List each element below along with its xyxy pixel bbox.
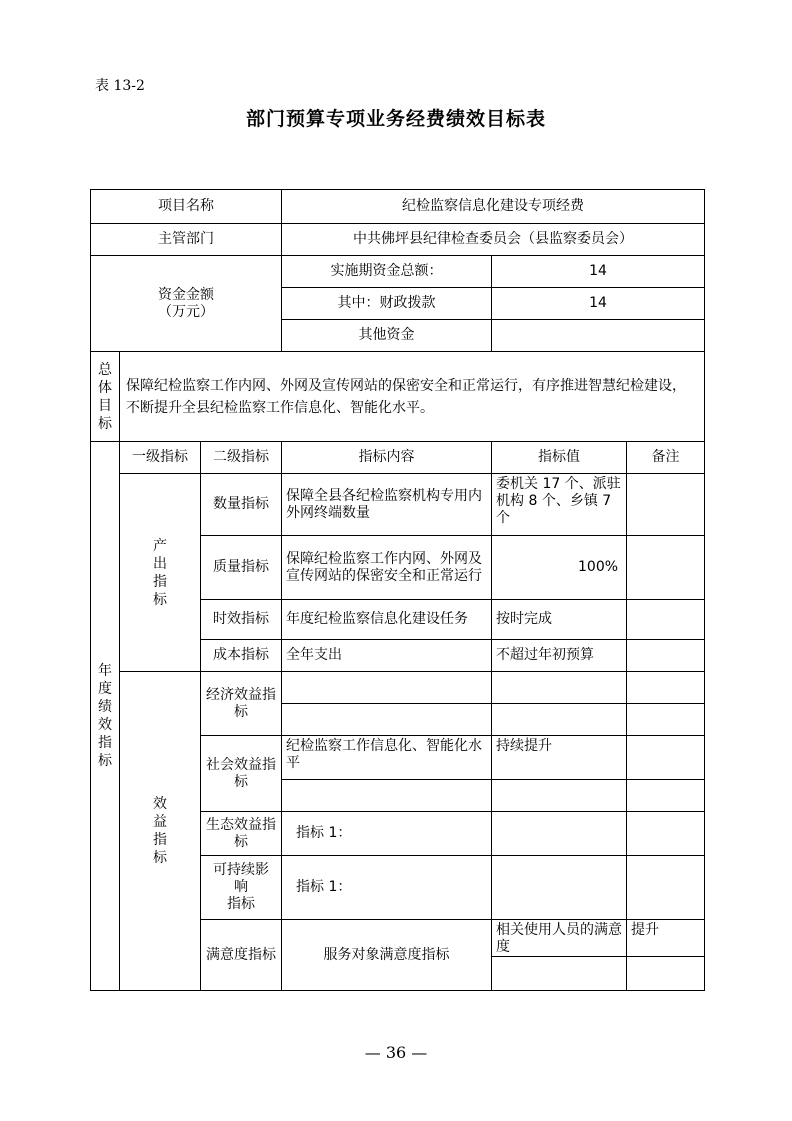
page-number: — 36 — xyxy=(364,1043,428,1062)
economic-indicator-remark xyxy=(627,672,705,704)
table-row xyxy=(91,256,705,288)
economic-indicator-label: 经济效益指标 xyxy=(201,672,282,736)
sustainable-label-line1: 可持续影 xyxy=(213,862,270,878)
funds-fiscal-value: 14 xyxy=(492,288,705,320)
performance-table xyxy=(90,189,705,991)
table-row xyxy=(91,352,705,442)
social-indicator-remark-2 xyxy=(627,780,705,812)
label-char: 度 xyxy=(98,681,112,697)
label-char: 体 xyxy=(98,379,112,396)
funds-other-label: 其他资金 xyxy=(282,320,492,352)
label-char: 总 xyxy=(98,361,112,378)
table-row xyxy=(91,672,705,704)
label-char: 年 xyxy=(98,663,112,679)
overall-goal-label xyxy=(91,352,120,442)
table-row xyxy=(91,442,705,474)
funds-label-line1: 资金金额 xyxy=(158,286,215,303)
output-indicator-label xyxy=(120,474,201,672)
cost-indicator-content: 全年支出 xyxy=(282,640,492,672)
label-char: 指 xyxy=(153,573,167,590)
table-row xyxy=(91,224,705,256)
economic-indicator-remark-2 xyxy=(627,704,705,736)
quantity-indicator-label: 数量指标 xyxy=(201,474,282,536)
label-char: 益 xyxy=(153,814,167,830)
quantity-indicator-remark xyxy=(627,474,705,536)
funds-label-line2: （万元） xyxy=(158,303,215,320)
satisfaction-indicator-value-2 xyxy=(627,957,705,991)
cost-indicator-remark xyxy=(627,640,705,672)
social-indicator-value-2 xyxy=(492,780,627,812)
department-value: 中共佛坪县纪律检查委员会（县监察委员会） xyxy=(282,224,705,256)
social-indicator-value: 持续提升 xyxy=(492,736,627,780)
funds-fiscal-label: 其中：财政拨款 xyxy=(282,288,492,320)
project-name-label: 项目名称 xyxy=(91,190,282,224)
funds-label xyxy=(91,256,282,352)
quality-indicator-content: 保障纪检监察工作内网、外网及宣传网站的保密安全和正常运行 xyxy=(282,536,492,600)
ecological-indicator-value xyxy=(492,812,627,856)
department-label: 主管部门 xyxy=(91,224,282,256)
satisfaction-indicator-content-2 xyxy=(492,957,627,991)
quantity-indicator-content: 保障全县各纪检监察机构专用内外网终端数量 xyxy=(282,474,492,536)
label-char: 标 xyxy=(98,415,112,432)
table-row xyxy=(91,190,705,224)
header-level1: 一级指标 xyxy=(120,442,201,474)
header-content: 指标内容 xyxy=(282,442,492,474)
timeliness-indicator-value: 按时完成 xyxy=(492,600,627,640)
timeliness-indicator-remark xyxy=(627,600,705,640)
label-char: 标 xyxy=(98,753,112,769)
label-char: 产 xyxy=(153,537,167,554)
satisfaction-indicator-label: 满意度指标 xyxy=(201,920,282,991)
overall-goal-text: 保障纪检监察工作内网、外网及宣传网站的保密安全和正常运行，有序推进智慧纪检建设，不断提升全县纪检监察工作信息化、智能化水平。 xyxy=(120,352,705,442)
social-indicator-remark xyxy=(627,736,705,780)
funds-other-value xyxy=(492,320,705,352)
economic-indicator-content xyxy=(282,672,492,704)
funds-total-value: 14 xyxy=(492,256,705,288)
header-remark: 备注 xyxy=(627,442,705,474)
cost-indicator-label: 成本指标 xyxy=(201,640,282,672)
quality-indicator-value: 100% xyxy=(492,536,627,600)
social-indicator-content-2 xyxy=(282,780,492,812)
sustainable-indicator-value xyxy=(492,856,627,920)
service-satisfaction-label: 服务对象满意度指标 xyxy=(282,920,492,991)
ecological-indicator-remark xyxy=(627,812,705,856)
economic-indicator-content-2 xyxy=(282,704,492,736)
satisfaction-indicator-value: 提升 xyxy=(627,920,705,957)
label-char: 标 xyxy=(153,591,167,608)
label-char: 效 xyxy=(153,796,167,812)
sustainable-indicator-content: 指标 1： xyxy=(282,856,492,920)
label-char: 出 xyxy=(153,555,167,572)
sustainable-label-line3: 指标 xyxy=(227,896,256,912)
ecological-indicator-content: 指标 1： xyxy=(282,812,492,856)
page-title: 部门预算专项业务经费绩效目标表 xyxy=(245,108,546,130)
timeliness-indicator-content: 年度纪检监察信息化建设任务 xyxy=(282,600,492,640)
label-char: 效 xyxy=(98,717,112,733)
label-char: 指 xyxy=(98,735,112,751)
ecological-indicator-label: 生态效益指标 xyxy=(201,812,282,856)
sustainable-indicator-label xyxy=(201,856,282,920)
annual-indicator-label xyxy=(91,442,120,991)
quality-indicator-label: 质量指标 xyxy=(201,536,282,600)
quantity-indicator-value: 委机关 17 个、派驻机构 8 个、乡镇 7 个 xyxy=(492,474,627,536)
label-char: 目 xyxy=(98,397,112,414)
label-char: 绩 xyxy=(98,699,112,715)
funds-total-label: 实施期资金总额： xyxy=(282,256,492,288)
label-char: 标 xyxy=(153,850,167,866)
sustainable-indicator-remark xyxy=(627,856,705,920)
quality-indicator-remark xyxy=(627,536,705,600)
economic-indicator-value xyxy=(492,672,627,704)
cost-indicator-value: 不超过年初预算 xyxy=(492,640,627,672)
satisfaction-indicator-content: 相关使用人员的满意度 xyxy=(492,920,627,957)
table-number: 表 13-2 xyxy=(95,78,145,94)
timeliness-indicator-label: 时效指标 xyxy=(201,600,282,640)
benefit-indicator-label xyxy=(120,672,201,991)
label-char: 指 xyxy=(153,832,167,848)
table-row xyxy=(91,474,705,536)
project-name-value: 纪检监察信息化建设专项经费 xyxy=(282,190,705,224)
header-level2: 二级指标 xyxy=(201,442,282,474)
header-value: 指标值 xyxy=(492,442,627,474)
sustainable-label-line2: 响 xyxy=(234,879,249,895)
economic-indicator-value-2 xyxy=(492,704,627,736)
social-indicator-content: 纪检监察工作信息化、智能化水平 xyxy=(282,736,492,780)
social-indicator-label: 社会效益指标 xyxy=(201,736,282,812)
